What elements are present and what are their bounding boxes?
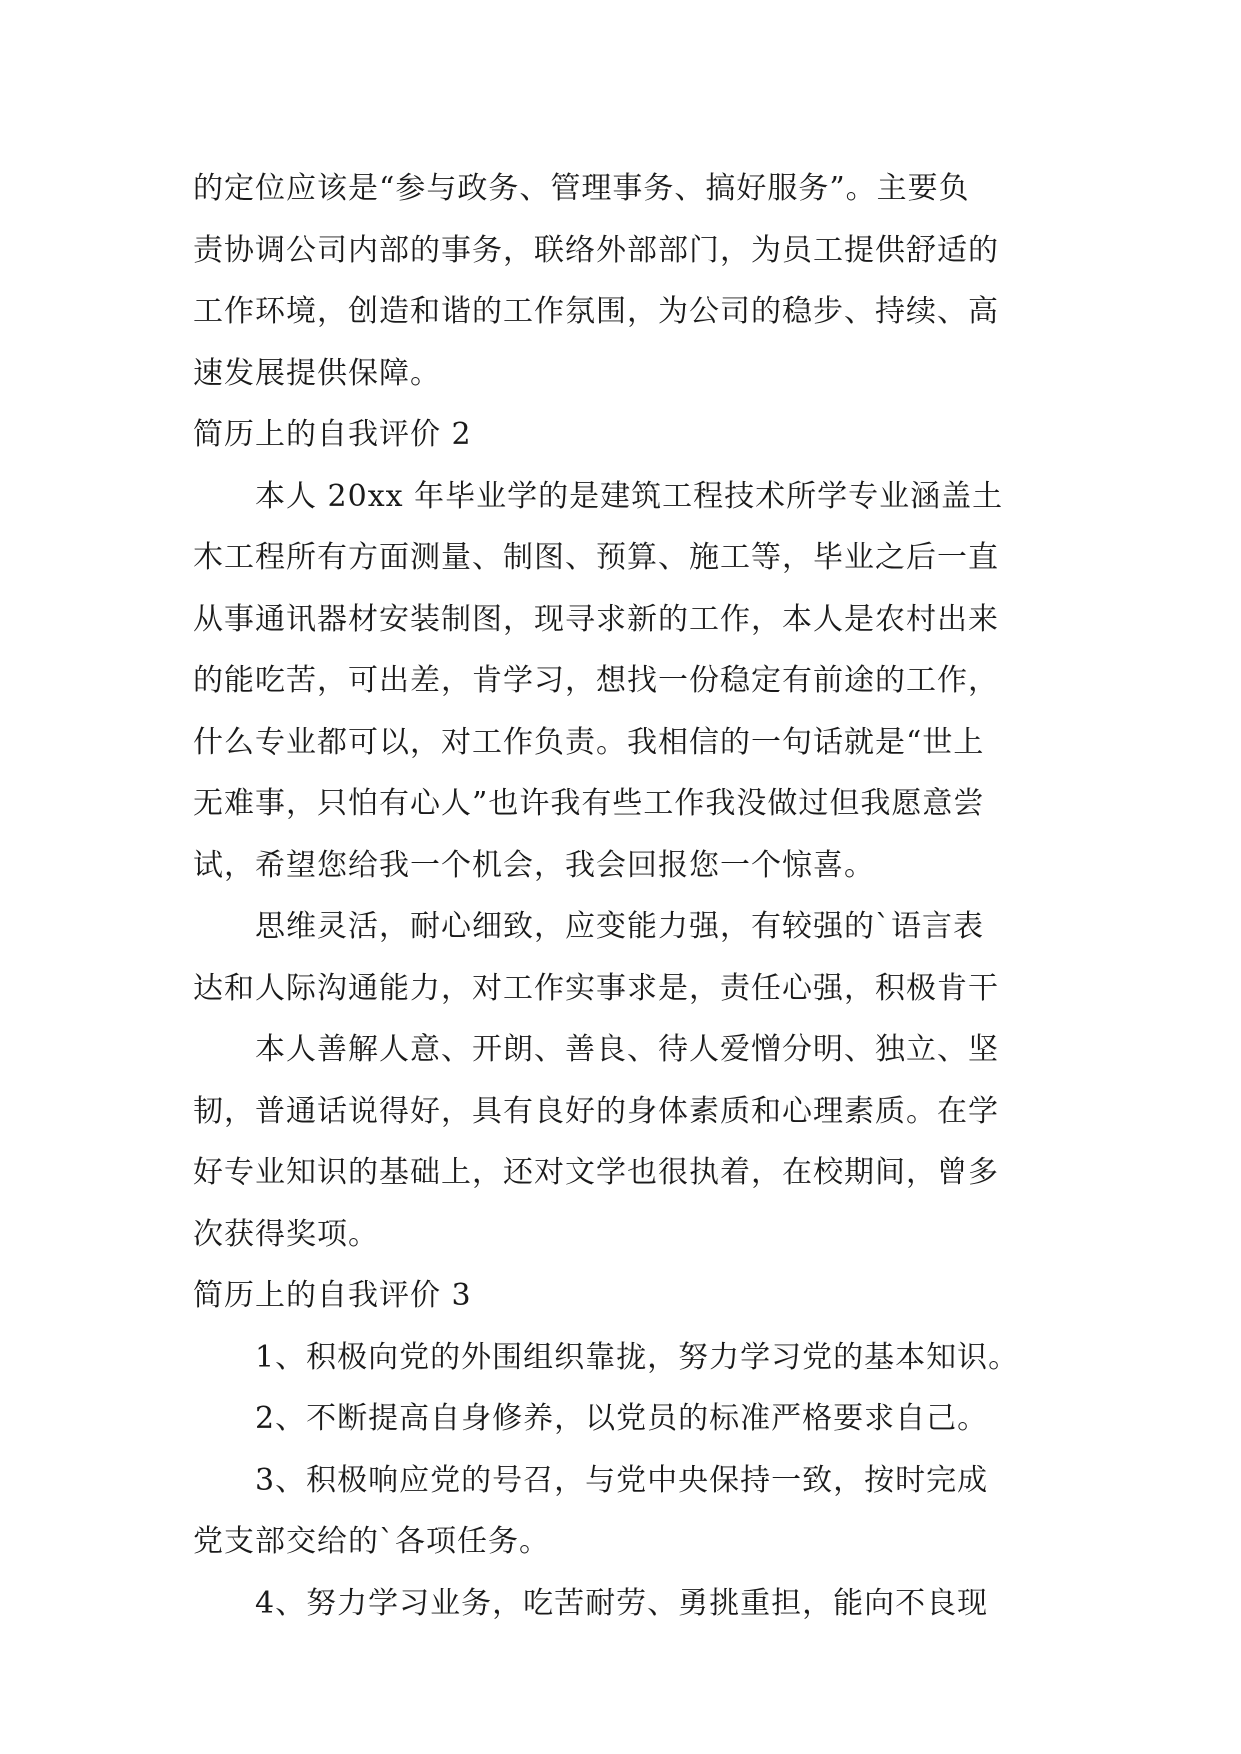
text-line: 思维灵活，耐心细致，应变能力强，有较强的`语言表 — [255, 909, 984, 944]
list-item-3 — [193, 1450, 1053, 1573]
paragraph-office-role — [193, 158, 1053, 404]
text-line: 好专业知识的基础上，还对文学也很执着，在校期间，曾多 — [193, 1155, 999, 1190]
list-item-4 — [193, 1573, 1053, 1635]
section-heading-2: 简历上的自我评价 2 — [193, 417, 472, 452]
text-line: 无难事，只怕有心人”也许我有些工作我没做过但我愿意尝 — [193, 786, 985, 821]
text-line: 次获得奖项。 — [193, 1216, 379, 1252]
text-line: 韧，普通话说得好，具有良好的身体素质和心理素质。在学 — [193, 1093, 999, 1129]
text-line: 本人 20xx 年毕业学的是建筑工程技术所学专业涵盖土 — [255, 478, 1004, 514]
text-line: 工作环境，创造和谐的工作氛围，为公司的稳步、持续、高 — [193, 294, 999, 329]
paragraph-self-evaluation-2c — [193, 1019, 1053, 1265]
text-line: 4、努力学习业务，吃苦耐劳、勇挑重担，能向不良现 — [255, 1585, 989, 1621]
text-line: 速发展提供保障。 — [193, 355, 441, 391]
text-line: 1、积极向党的外围组织靠拢，努力学习党的基本知识。 — [255, 1339, 1020, 1375]
document-body — [193, 158, 1053, 1634]
text-line: 什么专业都可以，对工作负责。我相信的一句话就是“世上 — [193, 724, 985, 760]
text-line: 责协调公司内部的事务，联络外部部门，为员工提供舒适的 — [193, 232, 999, 268]
list-item-2 — [193, 1388, 1053, 1450]
text-line: 从事通讯器材安装制图，现寻求新的工作，本人是农村出来 — [193, 601, 999, 637]
text-line: 2、不断提高自身修养，以党员的标准严格要求自己。 — [255, 1401, 989, 1436]
list-item-1 — [193, 1327, 1053, 1389]
section-heading-3: 简历上的自我评价 3 — [193, 1278, 472, 1313]
paragraph-self-evaluation-2a — [193, 466, 1053, 897]
text-line: 试，希望您给我一个机会，我会回报您一个惊喜。 — [193, 847, 875, 883]
text-line: 3、积极响应党的号召，与党中央保持一致，按时完成 — [255, 1462, 989, 1498]
text-line: 本人善解人意、开朗、善良、待人爱憎分明、独立、坚 — [255, 1032, 999, 1067]
text-line: 达和人际沟通能力，对工作实事求是，责任心强，积极肯干 — [193, 970, 999, 1006]
text-line: 的定位应该是“参与政务、管理事务、搞好服务”。主要负 — [193, 171, 970, 206]
text-line: 党支部交给的`各项任务。 — [193, 1524, 550, 1559]
paragraph-self-evaluation-2b — [193, 896, 1053, 1019]
text-line: 木工程所有方面测量、制图、预算、施工等，毕业之后一直 — [193, 540, 999, 575]
text-line: 的能吃苦，可出差，肯学习，想找一份稳定有前途的工作， — [193, 663, 999, 698]
